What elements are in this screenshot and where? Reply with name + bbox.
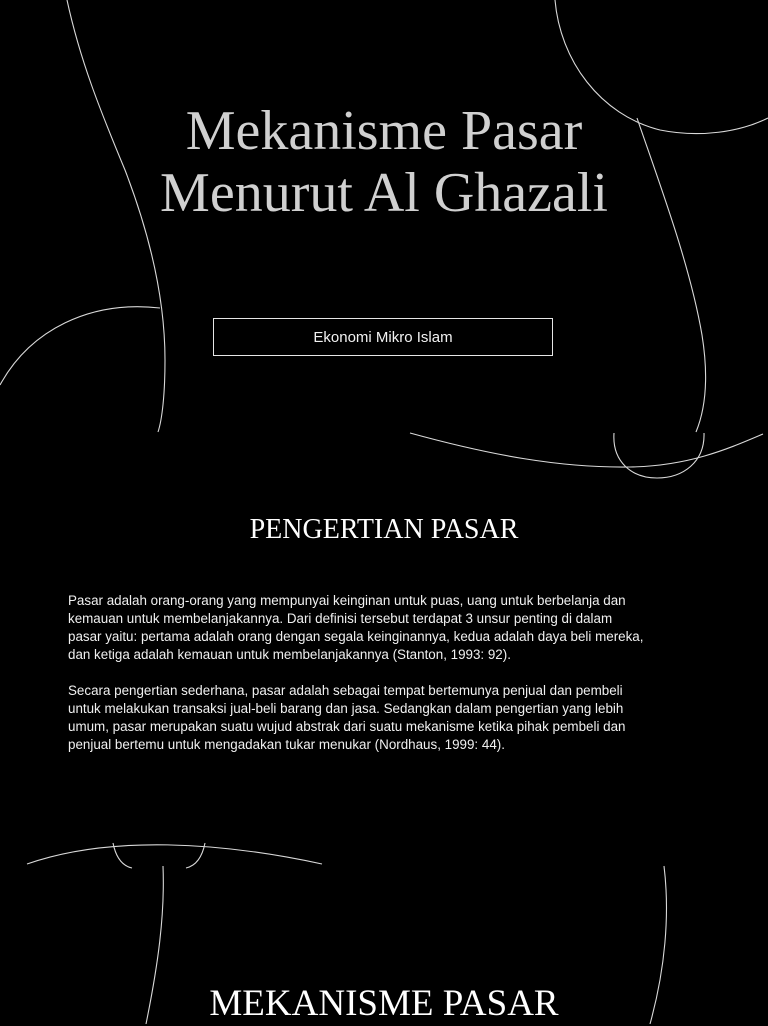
section-heading-pengertian: PENGERTIAN PASAR (249, 514, 519, 545)
curve-swoop (410, 433, 763, 467)
section-heading-mekanisme: MEKANISME PASAR (209, 983, 559, 1024)
arc-bottom-left (27, 845, 322, 864)
curve-right (637, 118, 706, 432)
slide-title: Mekanisme Pasar Menurut Al Ghazali (160, 100, 608, 224)
paragraph-definition-1: Pasar adalah orang-orang yang mempunyai keinginan untuk puas, uang untuk berbelanja dan kemauan untuk membelanjakannya. Dari definisi tersebut terdapat 3 unsur penting di dalam pasar yaitu: pertama adalah orang dengan segala keinginannya, kedua adalah daya beli mereka, dan ketiga adalah kemauan untuk membelanjakannya (Stanton, 1993: 92). (68, 593, 644, 662)
subtitle-label: Ekonomi Mikro Islam (313, 328, 453, 346)
paragraph-definition-2: Secara pengertian sederhana, pasar adalah sebagai tempat bertemunya penjual dan pembeli untuk melakukan transaksi jual-beli barang dan jasa. Sedangkan dalam pengertian yang lebih umum, pasar merupakan suatu wujud abstrak dari suatu mekanisme ketika pihak pembeli dan penjual bertemu untuk mengadakan tukar menukar (Nordhaus, 1999: 44). (68, 683, 626, 752)
arc-left (0, 307, 160, 385)
subtitle-box (213, 318, 553, 356)
bowl-arc (614, 433, 704, 478)
